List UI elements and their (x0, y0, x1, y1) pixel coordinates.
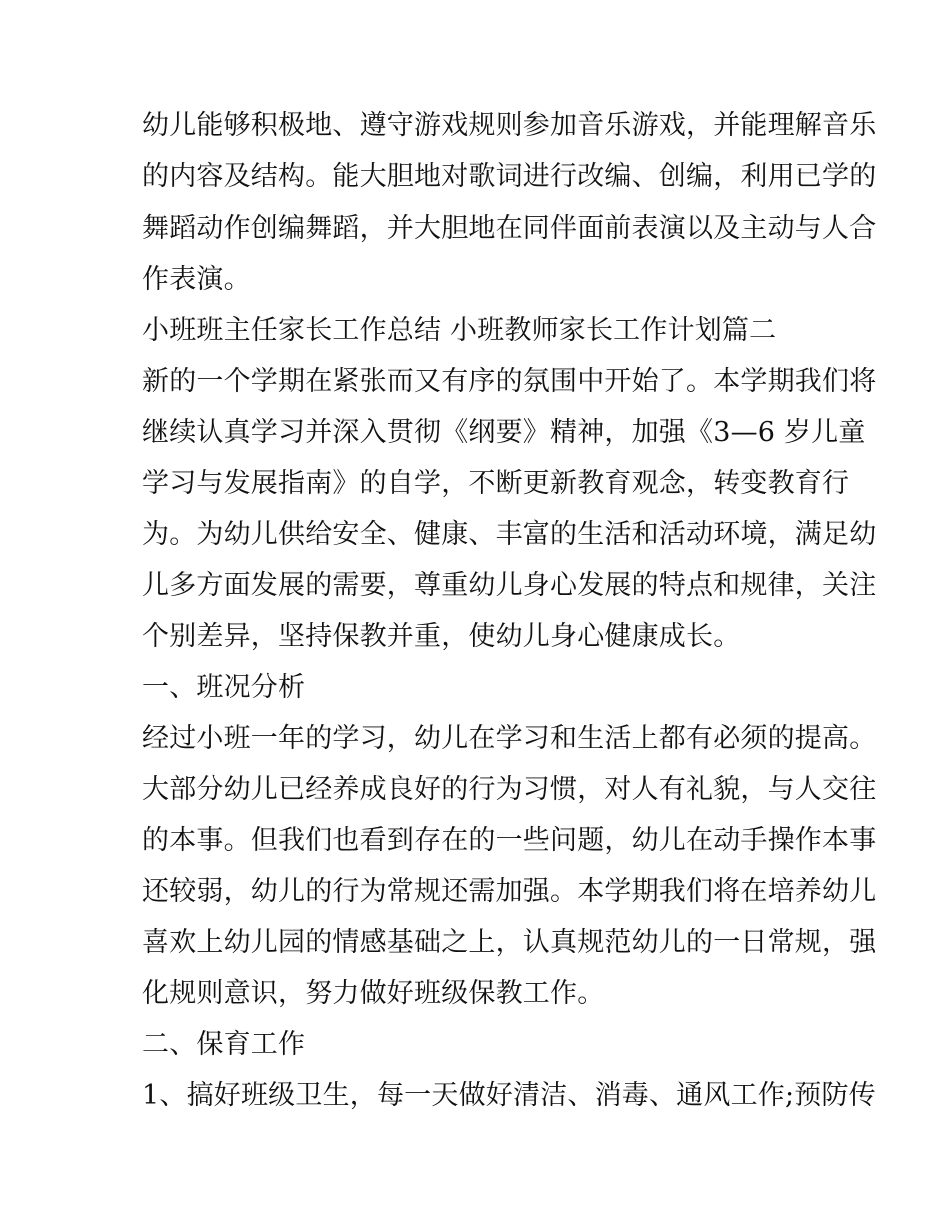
paragraph-line: 还较弱，幼儿的行为常规还需加强。本学期我们将在培养幼儿 (142, 876, 877, 907)
paragraph-line: 幼儿能够积极地、遵守游戏规则参加音乐游戏，并能理解音乐 (142, 110, 877, 141)
paragraph-line: 的本事。但我们也看到存在的一些问题，幼儿在动手操作本事 (142, 825, 877, 856)
paragraph-line: 个别差异，坚持保教并重，使幼儿身心健康成长。 (142, 621, 741, 652)
section-heading: 小班班主任家长工作总结 小班教师家长工作计划篇二 (142, 315, 777, 346)
paragraph-line: 作表演。 (142, 264, 251, 295)
paragraph-line: 继续认真学习并深入贯彻《纲要》精神，加强《3—6 岁儿童 (142, 417, 866, 448)
paragraph-line: 舞蹈动作创编舞蹈，并大胆地在同伴面前表演以及主动与人合 (142, 213, 877, 244)
paragraph-line: 1、搞好班级卫生，每一天做好清洁、消毒、通风工作;预防传 (142, 1080, 876, 1111)
section-heading: 一、班况分析 (142, 672, 306, 703)
section-heading: 二、保育工作 (142, 1029, 306, 1060)
paragraph-line: 经过小班一年的学习，幼儿在学习和生活上都有必须的提高。 (142, 723, 877, 754)
paragraph-line: 学习与发展指南》的自学，不断更新教育观念，转变教育行 (142, 468, 850, 499)
paragraph-line: 的内容及结构。能大胆地对歌词进行改编、创编，利用已学的 (142, 161, 877, 192)
paragraph-line: 化规则意识，努力做好班级保教工作。 (142, 978, 605, 1009)
paragraph-line: 为。为幼儿供给安全、健康、丰富的生活和活动环境，满足幼 (142, 519, 877, 550)
paragraph-line: 大部分幼儿已经养成良好的行为习惯，对人有礼貌，与人交往 (142, 774, 877, 805)
paragraph-line: 新的一个学期在紧张而又有序的氛围中开始了。本学期我们将 (142, 366, 877, 397)
paragraph-line: 喜欢上幼儿园的情感基础之上，认真规范幼儿的一日常规，强 (142, 927, 877, 958)
paragraph-line: 儿多方面发展的需要，尊重幼儿身心发展的特点和规律，关注 (142, 570, 877, 601)
